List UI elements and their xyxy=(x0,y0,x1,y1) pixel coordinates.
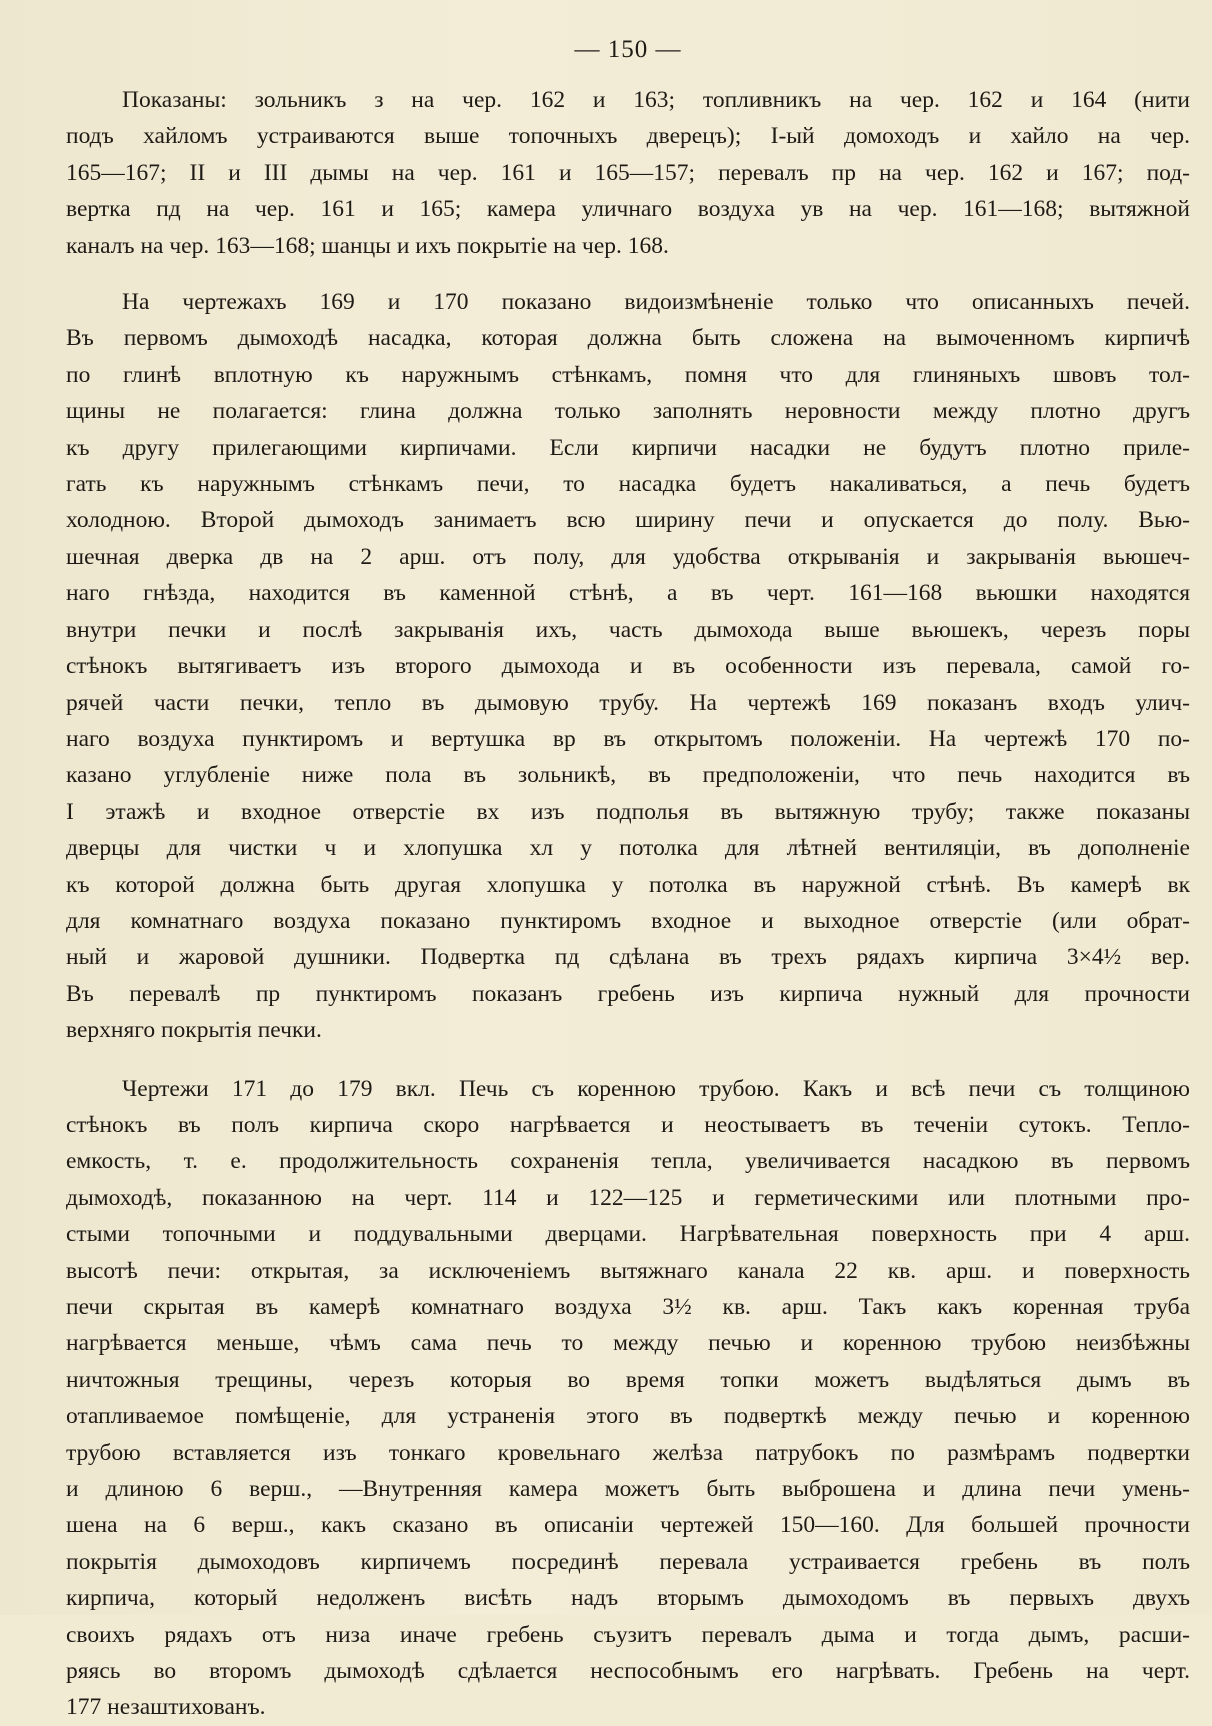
text-line: стѣнокъ въ полъ кирпича скоро нагрѣвается и неостываетъ въ теченіи сутокъ. Тепло- xyxy=(66,1111,1190,1138)
paragraph xyxy=(66,82,1190,264)
paragraph xyxy=(66,284,1190,1049)
text-line: Показаны: зольникъ з на чер. 162 и 163; топливникъ на чер. 162 и 164 (нити xyxy=(122,87,1190,113)
text-line: дверцы для чистки ч и хлопушка хл у потолка для лѣтней вентиляціи, въ дополненіе xyxy=(66,835,1190,862)
text-line: На чертежахъ 169 и 170 показано видоизмѣненіе только что описанныхъ печей. xyxy=(122,289,1190,316)
text-line: шена на 6 верш., какъ сказано въ описаніи чертежей 150—160. Для большей прочности xyxy=(66,1512,1190,1539)
text-line: наго воздуха пунктиромъ и вертушка вр въ открытомъ положеніи. На чертежѣ 170 по- xyxy=(66,725,1190,752)
text-line: нагрѣвается меньше, чѣмъ сама печь то между печью и коренною трубою неизбѣжны xyxy=(66,1330,1190,1357)
text-line: отапливаемое помѣщеніе, для устраненія этого въ подверткѣ между печью и коренною xyxy=(66,1403,1190,1430)
text-line: щины не полагается: глина должна только заполнять неровности между плотно другъ xyxy=(66,398,1190,425)
text-line: Чертежи 171 до 179 вкл. Печь съ коренною трубою. Какъ и всѣ печи съ толщиною xyxy=(122,1075,1190,1102)
text-line: высотѣ печи: открытая, за исключеніемъ вытяжнаго канала 22 кв. арш. и поверхность xyxy=(66,1257,1190,1284)
text-line: вертка пд на чер. 161 и 165; камера уличнаго воздуха ув на чер. 161—168; вытяжной xyxy=(66,196,1190,223)
text-line: ничтожныя трещины, черезъ которыя во время топки можетъ выдѣляться дымъ въ xyxy=(66,1366,1190,1393)
text-line: холодною. Второй дымоходъ занимаетъ всю ширину печи и опускается до полу. Вью- xyxy=(66,507,1190,534)
text-line: казано углубленіе ниже пола въ зольникѣ, въ предположеніи, что печь находится въ xyxy=(66,762,1190,789)
text-line: дымоходѣ, показанною на черт. 114 и 122—125 и герметическими или плотными про- xyxy=(66,1184,1190,1211)
text-line: печи скрытая въ камерѣ комнатнаго воздуха 3½ кв. арш. Такъ какъ коренная труба xyxy=(66,1294,1190,1320)
text-line: 177 незаштихованъ. xyxy=(66,1694,266,1721)
text-line: внутри печки и послѣ закрыванія ихъ, часть дымохода выше вьюшекъ, черезъ поры xyxy=(66,616,1190,643)
text-line: и длиною 6 верш., —Внутренняя камера можетъ быть выброшена и длина печи умень- xyxy=(66,1476,1190,1503)
text-line: верхняго покрытія печки. xyxy=(66,1017,322,1044)
text-line: рячей части печки, тепло въ дымовую трубу. На чертежѣ 169 показанъ входъ улич- xyxy=(66,689,1190,716)
text-line: подъ хайломъ устраиваются выше топочныхъ дверецъ); I-ый домоходъ и хайло на чер. xyxy=(66,123,1190,150)
text-line: наго гнѣзда, находится въ каменной стѣнѣ, а въ черт. 161—168 вьюшки находятся xyxy=(66,580,1190,607)
text-line: I этажѣ и входное отверстіе вх изъ подполья въ вытяжную трубу; также показаны xyxy=(66,798,1190,825)
text-line: по глинѣ вплотную къ наружнымъ стѣнкамъ, помня что для глиняныхъ швовъ тол- xyxy=(66,361,1190,388)
text-line: стѣнокъ вытягиваетъ изъ второго дымохода и въ особенности изъ перевала, самой го- xyxy=(66,653,1190,680)
text-line: ряясь во второмъ дымоходѣ сдѣлается неспособнымъ его нагрѣвать. Гребень на черт. xyxy=(66,1658,1190,1685)
text-line: стыми топочными и поддувальными дверцами. Нагрѣвательная поверхность при 4 арш. xyxy=(66,1221,1190,1248)
text-line: покрытія дымоходовъ кирпичемъ посрединѣ перевала устраивается гребень въ полъ xyxy=(66,1548,1190,1575)
page-number: — 150 — xyxy=(574,36,682,63)
body-text xyxy=(66,82,1190,1726)
text-line: каналъ на чер. 163—168; шанцы и ихъ покрытіе на чер. 168. xyxy=(66,232,669,259)
text-line: своихъ рядахъ отъ низа иначе гребень съузитъ перевалъ дыма и тогда дымъ, расши- xyxy=(66,1621,1190,1648)
text-line: шечная дверка дв на 2 арш. отъ полу, для удобства открыванія и закрыванія вьюшеч- xyxy=(66,543,1190,570)
text-line: ный и жаровой душники. Подвертка пд сдѣлана въ трехъ рядахъ кирпича 3×4½ вер. xyxy=(66,944,1190,971)
text-line: къ другу прилегающими кирпичами. Если кирпичи насадки не будутъ плотно приле- xyxy=(66,434,1190,461)
text-line: гать къ наружнымъ стѣнкамъ печи, то насадка будетъ накаливаться, а печь будетъ xyxy=(66,471,1190,498)
text-line: 165—167; II и III дымы на чер. 161 и 165—157; перевалъ пр на чер. 162 и 167; под- xyxy=(66,159,1190,186)
text-line: емкость, т. е. продолжительность сохраненія тепла, увеличивается насадкою въ первомъ xyxy=(66,1148,1190,1175)
text-line: для комнатнаго воздуха показано пунктиромъ входное и выходное отверстіе (или обрат- xyxy=(66,907,1190,934)
paragraph xyxy=(66,1071,1190,1726)
text-line: къ которой должна быть другая хлопушка у потолка въ наружной стѣнѣ. Въ камерѣ вк xyxy=(66,871,1190,898)
text-line: Въ первомъ дымоходѣ насадка, которая должна быть сложена на вымоченномъ кирпичѣ xyxy=(66,325,1190,352)
text-line: Въ перевалѣ пр пунктиромъ показанъ гребень изъ кирпича нужный для прочности xyxy=(66,980,1190,1007)
text-line: трубою вставляется изъ тонкаго кровельнаго желѣза патрубокъ по размѣрамъ подвертки xyxy=(66,1439,1190,1466)
text-line: кирпича, который недолженъ висѣть надъ вторымъ дымоходомъ въ первыхъ двухъ xyxy=(66,1585,1190,1612)
